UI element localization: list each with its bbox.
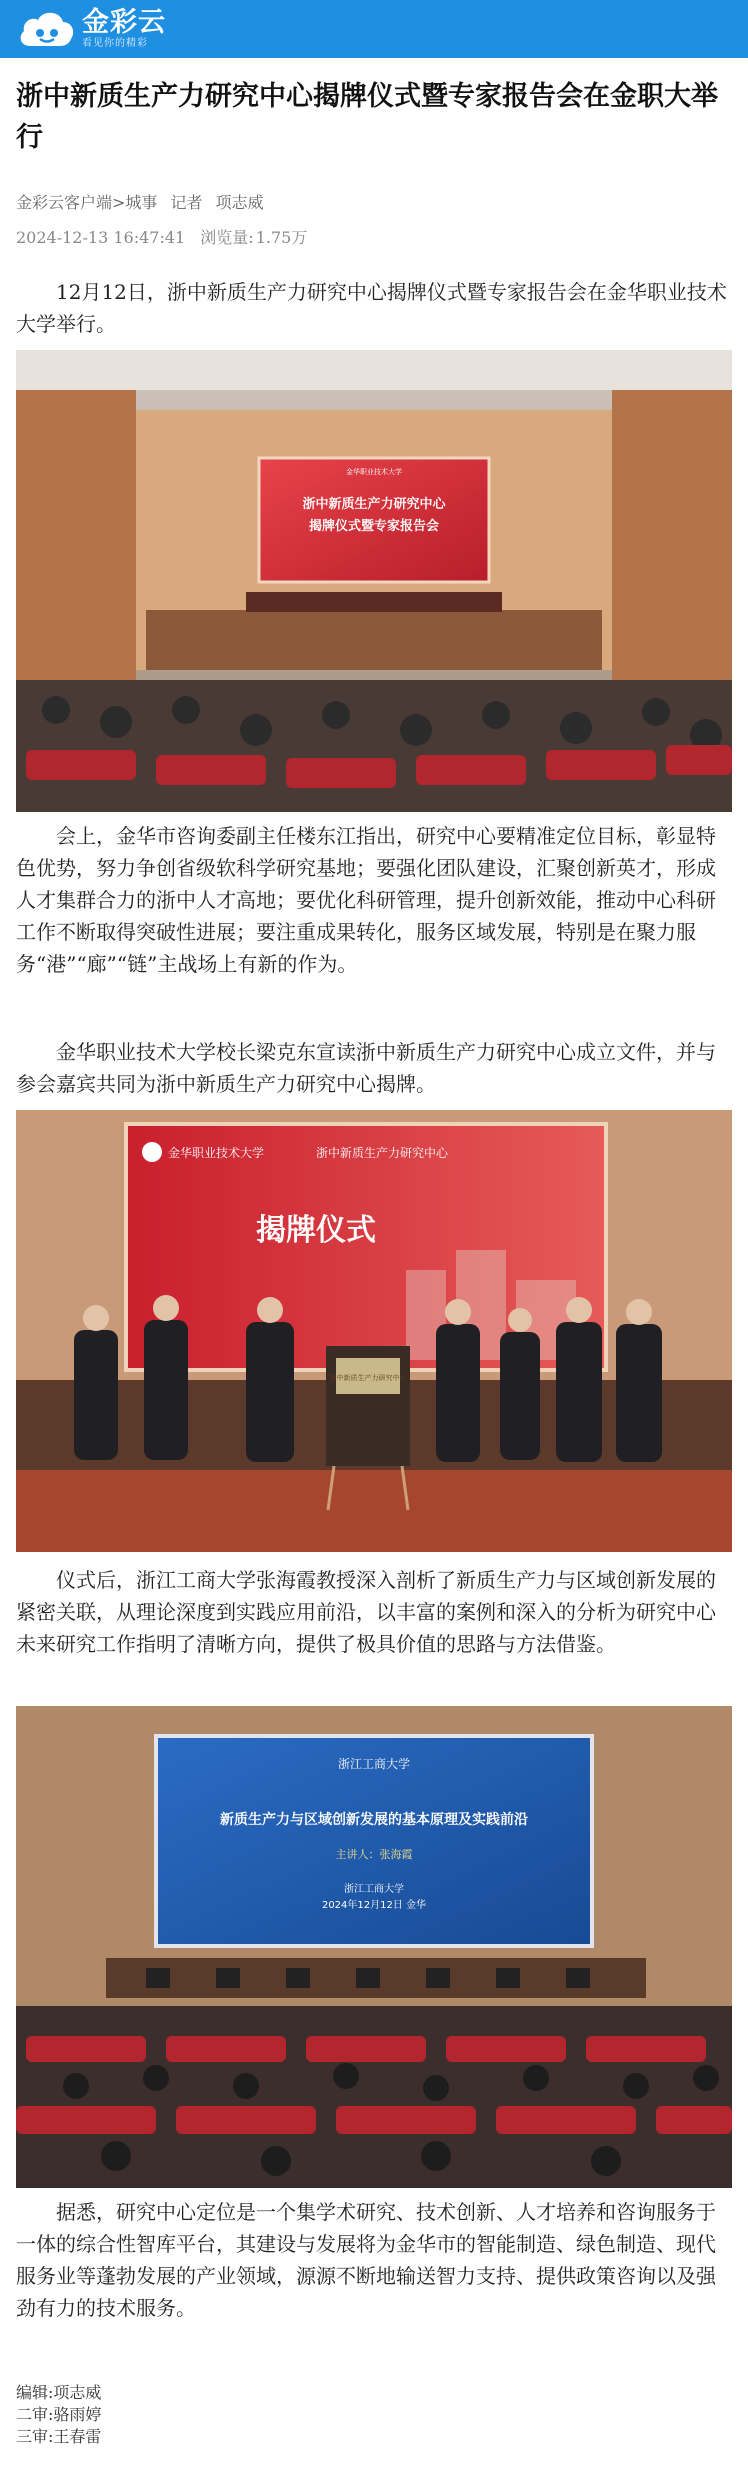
review2-label: 二审: bbox=[16, 2405, 54, 2424]
banner-school-text: 金华职业技术大学 bbox=[168, 1146, 265, 1160]
article-byline bbox=[16, 190, 272, 213]
screen-header-text: 金华职业技术大学 bbox=[346, 468, 402, 476]
screen-title-line1: 浙中新质生产力研究中心 bbox=[302, 497, 446, 512]
review3-credit bbox=[16, 2426, 101, 2448]
article-paragraph: 会上，金华市咨询委副主任楼东江指出，研究中心要精准定位目标，彰显特色优势，努力争创省级软科学研究基地；要强化团队建设，汇聚创新英才，形成人才集群合力的浙中人才高地；要优化科研管理，提升创新效能，推动中心科研工作不断取得突破性进展；要注重成果转化，服务区域发展，特别是在聚力服务“港”“廊”“链”主战场上有新的作为。 bbox=[16, 824, 716, 976]
article-paragraph: 金华职业技术大学校长梁克东宣读浙中新质生产力研究中心成立文件，并与参会嘉宾共同为浙中新质生产力研究中心揭牌。 bbox=[16, 1040, 716, 1096]
views-label: 浏览量: bbox=[200, 228, 254, 247]
cloud-logo-icon bbox=[16, 8, 76, 50]
app-name: 金彩云 bbox=[82, 7, 166, 38]
article-title: 浙中新质生产力研究中心揭牌仪式暨专家报告会在金职大举行 bbox=[16, 81, 718, 153]
publish-datetime: 2024-12-13 16:47:41 bbox=[16, 228, 186, 247]
views-count: 1.75万 bbox=[255, 228, 308, 247]
article-source[interactable]: 金彩云客户端>城事 bbox=[16, 193, 158, 212]
review3-label: 三审: bbox=[16, 2427, 54, 2446]
article-paragraph: 12月12日，浙中新质生产力研究中心揭牌仪式暨专家报告会在金华职业技术大学举行。 bbox=[16, 280, 727, 336]
article-photo-lecture[interactable] bbox=[16, 1706, 732, 2188]
reporter-name: 项志威 bbox=[215, 193, 264, 212]
screen-org-text: 浙江工商大学 bbox=[344, 1884, 404, 1895]
app-logo[interactable] bbox=[16, 6, 166, 52]
screen-date-text: 2024年12月12日 金华 bbox=[321, 1900, 427, 1911]
banner-center-text: 浙中新质生产力研究中心 bbox=[316, 1146, 449, 1160]
review2-credit bbox=[16, 2404, 101, 2426]
screen-title-line2: 揭牌仪式暨专家报告会 bbox=[308, 519, 440, 534]
article-paragraph: 仪式后，浙江工商大学张海霞教授深入剖析了新质生产力与区域创新发展的紧密关联，从理论深度到实践应用前沿，以丰富的案例和深入的分析为研究中心未来研究工作指明了清晰方向，提供了极具价值的思路与方法借鉴。 bbox=[16, 1568, 716, 1656]
editor-label: 编辑: bbox=[16, 2383, 54, 2402]
screen-lecture-title: 新质生产力与区域创新发展的基本原理及实践前沿 bbox=[220, 1812, 528, 1828]
article-paragraph: 据悉，研究中心定位是一个集学术研究、技术创新、人才培养和咨询服务于一体的综合性智库平台，其建设与发展将为金华市的智能制造、绿色制造、现代服务业等蓬勃发展的产业领域，源源不断地输送智力支持、提供政策咨询以及强劲有力的技术服务。 bbox=[16, 2200, 716, 2320]
plaque-text: 浙中新质生产力研究中心 bbox=[329, 1374, 407, 1382]
screen-school-text: 浙江工商大学 bbox=[337, 1757, 411, 1771]
banner-main-text: 揭牌仪式 bbox=[256, 1213, 376, 1248]
article-credits bbox=[16, 2382, 101, 2448]
article-photo-auditorium[interactable] bbox=[16, 350, 732, 812]
reporter-label: 记者 bbox=[170, 193, 203, 212]
app-slogan: 看见你的精彩 bbox=[82, 38, 148, 49]
review3-name: 王春雷 bbox=[53, 2427, 102, 2446]
screen-speaker-text: 主讲人：张海霞 bbox=[335, 1848, 413, 1861]
review2-name: 骆雨婷 bbox=[53, 2405, 102, 2424]
editor-name: 项志威 bbox=[53, 2383, 102, 2402]
top-header-bar bbox=[0, 0, 748, 58]
article-photo-unveiling[interactable] bbox=[16, 1110, 732, 1552]
article-meta bbox=[16, 225, 317, 248]
editor-credit bbox=[16, 2382, 101, 2404]
